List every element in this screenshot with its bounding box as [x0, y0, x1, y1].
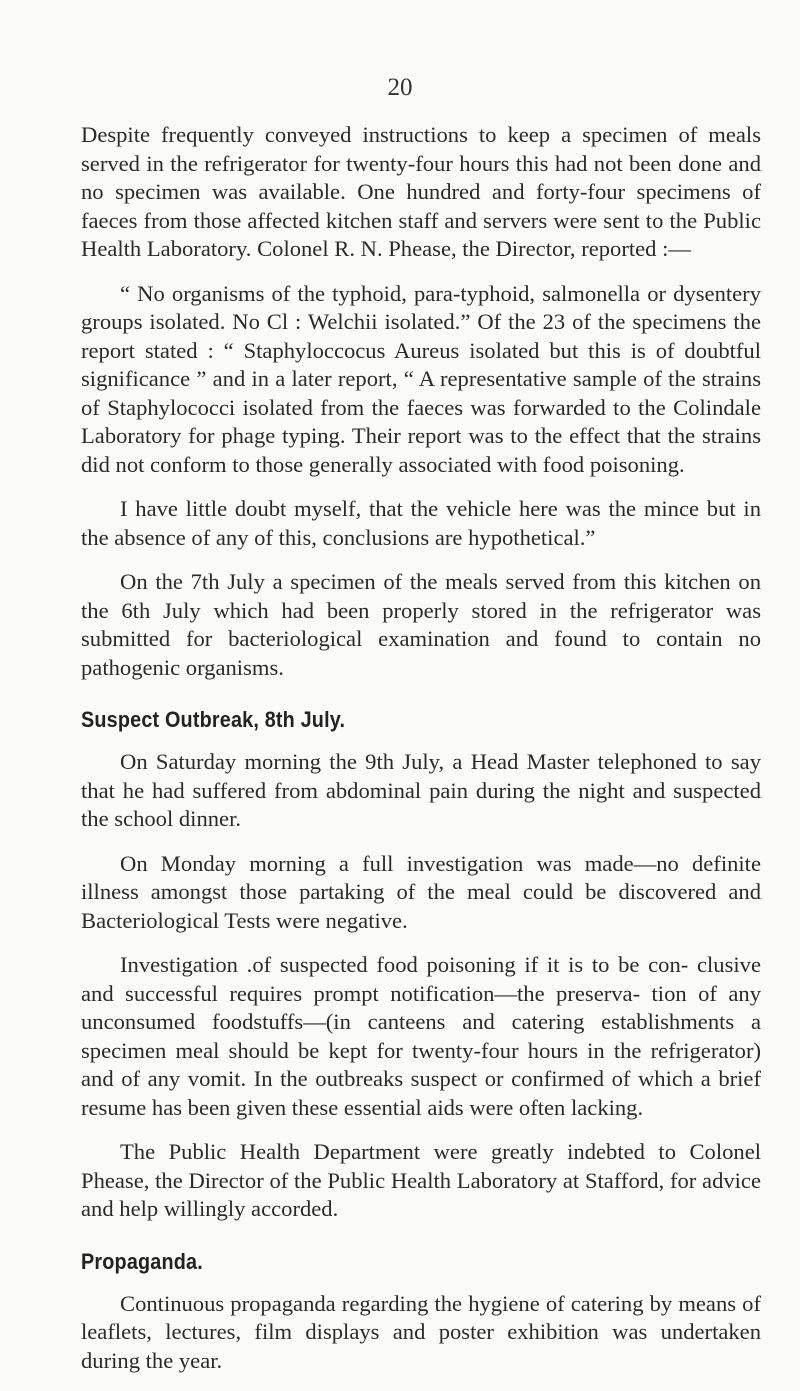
- heading-propaganda: Propaganda.: [81, 1248, 203, 1274]
- paragraph-investigation-requirements: Investigation .of suspected food poisoning if it is to be con- clusive and successful requires prompt notification—the preserva- tion of any unconsumed foodstuffs—(in canteens and catering establishments a specimen meal should be kept for twenty-four hours in the refrigerator) and of any vomit. In the outbreaks suspect or confirmed of which a brief resume has been given these essential aids were often lacking.: [81, 952, 761, 1120]
- paragraph-head-master-report: On Saturday morning the 9th July, a Head Master telephoned to say that he had suffered from abdominal pain during the night and suspected the school dinner.: [81, 749, 761, 831]
- heading-suspect-outbreak: Suspect Outbreak, 8th July.: [81, 707, 346, 732]
- document-body: [81, 121, 761, 1391]
- paragraph-monday-investigation: On Monday morning a full investigation was made—no definite illness amongst those partaking of the meal could be discovered and Bacteriological Tests were negative.: [81, 850, 761, 933]
- page-number: 20: [387, 74, 413, 101]
- paragraph-specimen-instructions: Despite frequently conveyed instructions to keep a specimen of meals served in the refrigerator for twenty-four hours this had not been done and no specimen was available. One hundred and forty-four specimens of faeces from those affected kitchen staff and servers were sent to the Public Health Laboratory. Colonel R. N. Phease, the Director, reported :—: [81, 122, 761, 261]
- paragraph-july-specimen: On the 7th July a specimen of the meals served from this kitchen on the 6th July which had been properly stored in the refrigerator was submitted for bacteriological examination and found to contain no pathogenic organisms.: [81, 569, 761, 680]
- paragraph-laboratory-report: “ No organisms of the typhoid, para-typhoid, salmonella or dysentery groups isolated. No Cl : Welchii isolated.” Of the 23 of the specimens the report stated : “ Staphyloccocus Aureus isolated but this is of doubtful significance ” and in a later report, “ A representative sample of the strains of Staphylococci isolated from the faeces was forwarded to the Colindale Laboratory for phage typing. Their report was to the effect that the strains did not conform to those generally associated with food poisoning.: [81, 280, 761, 477]
- paragraph-propaganda: Continuous propaganda regarding the hygiene of catering by means of leaflets, lectures, film displays and poster exhibition was undertaken during the year.: [81, 1290, 761, 1373]
- paragraph-mince-hypothesis: I have little doubt myself, that the vehicle here was the mince but in the absence of any of this, conclusions are hypothetical.”: [81, 496, 761, 550]
- paragraph-acknowledgement: The Public Health Department were greatly indebted to Colonel Phease, the Director of the Public Health Laboratory at Stafford, for advice and help willingly accorded.: [81, 1139, 761, 1221]
